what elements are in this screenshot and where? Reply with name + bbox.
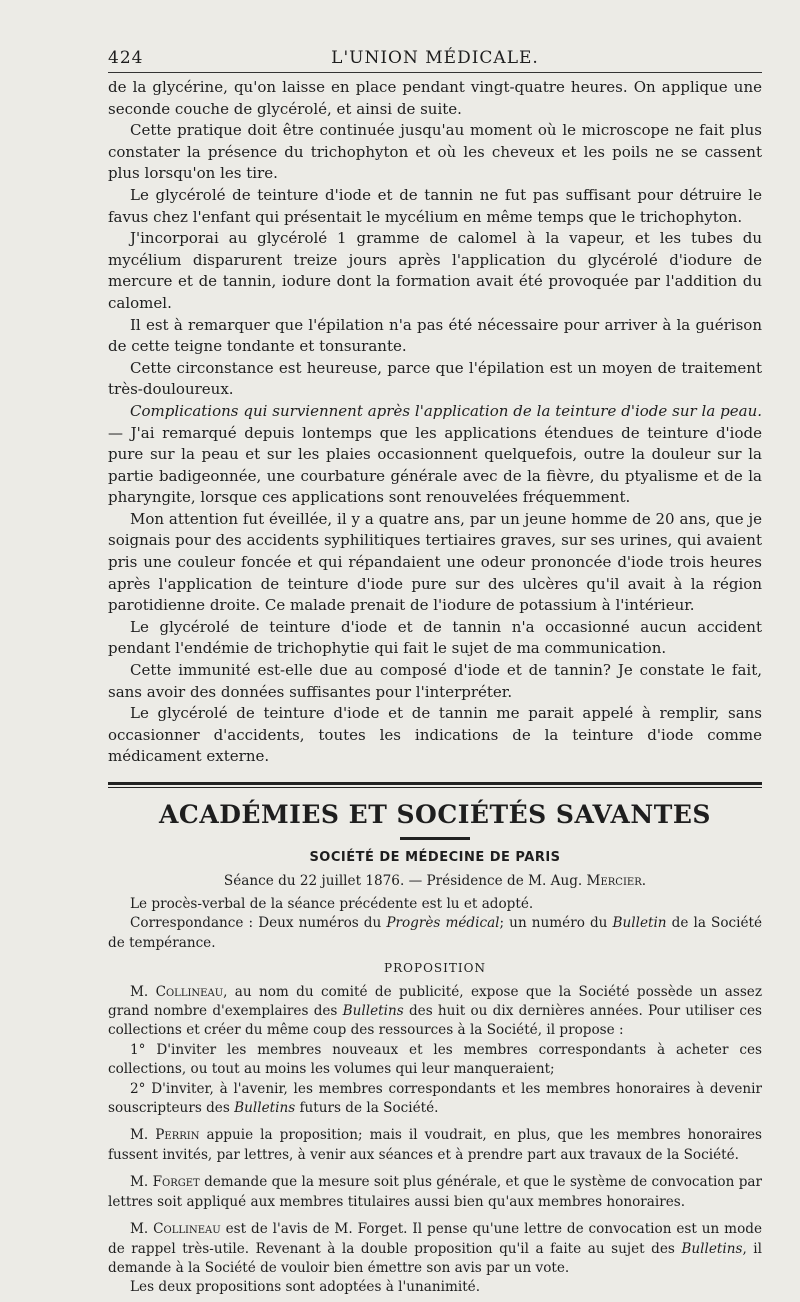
page-header [108, 48, 762, 73]
session-date: Séance du 22 juillet 1876. — Présidence de M. Aug. [223, 873, 587, 889]
correspondence-text: de la Société de tempérance. [108, 915, 763, 951]
journal-title: L'UNION MÉDICALE. [331, 48, 539, 68]
proposition-item [108, 1080, 762, 1119]
proposition-text: des huit ou dix dernières années. Pour utiliser ces collections et créer du même coup des ressources à la Société, il propose : [108, 1003, 762, 1039]
section-divider [108, 782, 762, 788]
speaker-text: appuie la proposition; mais il voudrait, en plus, que les membres honoraires fussent invités, par lettres, à venir aux séances et à prendre part aux travaux de la Société. [108, 1127, 762, 1163]
spacer [108, 1165, 762, 1173]
correspondence-text: Correspondance : Deux numéros du [130, 915, 387, 932]
bulletins-word: Bulletins [342, 1003, 404, 1020]
paragraph: Cette pratique doit être continuée jusqu'au moment où le microscope ne fait plus constater la présence du trichophyton et où les cheveux et les poils ne se cassent plus lorsqu'on les tire. [108, 121, 762, 183]
speaker-name: M. Collineau [130, 1221, 221, 1238]
speaker-name: M. Perrin [130, 1127, 200, 1144]
proposition-item: 1° D'inviter les membres nouveaux et les membres correspondants à acheter ces collections, ou tout au moins les volumes qui leur manqueraient; [108, 1041, 762, 1078]
bulletins-word: Bulletins [234, 1100, 296, 1117]
speaker-name: M. Collineau [130, 983, 224, 1000]
spacer [108, 1212, 762, 1220]
paragraph: Cette immunité est-elle due au composé d'iode et de tannin? Je constate le fait, sans avoir des données suffisantes pour l'interpréter. [108, 661, 762, 701]
speaker-text: , il demande à la Société de vouloir bien émettre son avis par un vote. [108, 1240, 763, 1276]
proposition-heading: PROPOSITION [384, 961, 486, 976]
complications-text: — J'ai remarqué depuis lontemps que les applications étendues de teinture d'iode pure sur la peau et sur les plaies occasionnent quelquefois, outre la douleur sur la partie badigeonnée, une courbature générale avec de la fièvre, du ptyalisme et de la pharyngite, lorsque ces applications sont renouvelées fréquemment. [108, 423, 762, 507]
speaker-text: est de l'avis de M. Forget. Il pense qu'une lettre de convocation est un mode de rappel très-utile. Revenant à la double proposition qu'il a faite au sujet des [108, 1221, 762, 1257]
collineau-paragraph [108, 1220, 762, 1278]
spacer [108, 1118, 762, 1126]
journal-name: Bulletin [612, 915, 667, 932]
perrin-paragraph [108, 1126, 762, 1165]
vote-result: Les deux propositions sont adoptées à l'unanimité. [130, 1279, 481, 1296]
paragraph: Il est à remarquer que l'épilation n'a pas été nécessaire pour arriver à la guérison de cette teigne tondante et tonsurante. [108, 315, 762, 356]
paragraph: Le glycérolé de teinture d'iode et de tannin me parait appelé à remplir, sans occasionner d'accidents, toutes les indications de la teinture d'iode comme médicament externe. [108, 704, 762, 766]
paragraph: de la glycérine, qu'on laisse en place pendant vingt-quatre heures. On applique une seconde couche de glycérolé, et ainsi de suite. [108, 78, 762, 118]
paragraph: Cette circonstance est heureuse, parce que l'épilation est un moyen de traitement très-douloureux. [108, 358, 762, 399]
article-body [108, 77, 762, 768]
paragraph: Mon attention fut éveillée, il y a quatre ans, par un jeune homme de 20 ans, que je soignais pour des accidents syphilitiques tertiaires graves, sur ses urines, qui avaient pris une couleur foncée et qui répandaient une odeur prononcée d'iode trois heures après l'application de teinture d'iode pure sur des ulcères qu'il avait à la région parotidienne droite. Ce malade prenait de l'iodure de potassium à l'intérieur. [108, 509, 762, 615]
proposition-text: 2° D'inviter, à l'avenir, les membres correspondants et les membres honoraires à devenir souscripteurs des [108, 1080, 762, 1117]
proposition-paragraph [108, 983, 762, 1041]
session-president: Mercier [586, 873, 642, 889]
page-number: 424 [108, 48, 144, 68]
bulletins-word: Bulletins [681, 1240, 743, 1257]
journal-name: Progrès médical [386, 915, 500, 932]
paragraph: Le glycérolé de teinture d'iode et de tannin n'a occasionné aucun accident pendant l'endémie de trichophytie qui fait le sujet de ma communication. [108, 617, 762, 658]
speaker-text: demande que la mesure soit plus générale, et que le système de convocation par lettres soit appliqué aux membres titulaires aussi bien qu'aux membres honoraires. [108, 1174, 762, 1210]
session-line [108, 873, 762, 889]
speaker-name: M. Forget [130, 1174, 200, 1191]
proposition-text: futurs de la Société. [295, 1100, 439, 1117]
forget-paragraph [108, 1173, 762, 1212]
minutes [108, 895, 762, 1298]
society-name: SOCIÉTÉ DE MÉDECINE DE PARIS [309, 850, 561, 865]
complications-paragraph [108, 401, 762, 509]
proposition-text: , au nom du comité de publicité, expose que la Société possède un assez grand nombre d'exemplaires des [108, 983, 763, 1020]
paragraph: Le glycérolé de teinture d'iode et de tannin ne fut pas suffisant pour détruire le favus chez l'enfant qui présentait le mycélium en même temps que le trichophyton. [108, 185, 762, 226]
title-underline [400, 837, 470, 840]
correspondence [108, 914, 762, 953]
correspondence-text: ; un numéro du [499, 915, 613, 932]
complications-heading: Complications qui surviennent après l'application de la teinture d'iode sur la peau. [130, 401, 762, 420]
section-title: ACADÉMIES ET SOCIÉTÉS SAVANTES [159, 800, 711, 829]
minutes-approval: Le procès-verbal de la séance précédente est lu et adopté. [130, 896, 534, 912]
session-suffix: . [641, 873, 647, 889]
paragraph: J'incorporai au glycérolé 1 gramme de calomel à la vapeur, et les tubes du mycélium disparurent treize jours après l'application du glycérolé d'iodure de mercure et de tannin, iodure dont la formation avait été provoquée par l'addition du calomel. [108, 229, 762, 312]
